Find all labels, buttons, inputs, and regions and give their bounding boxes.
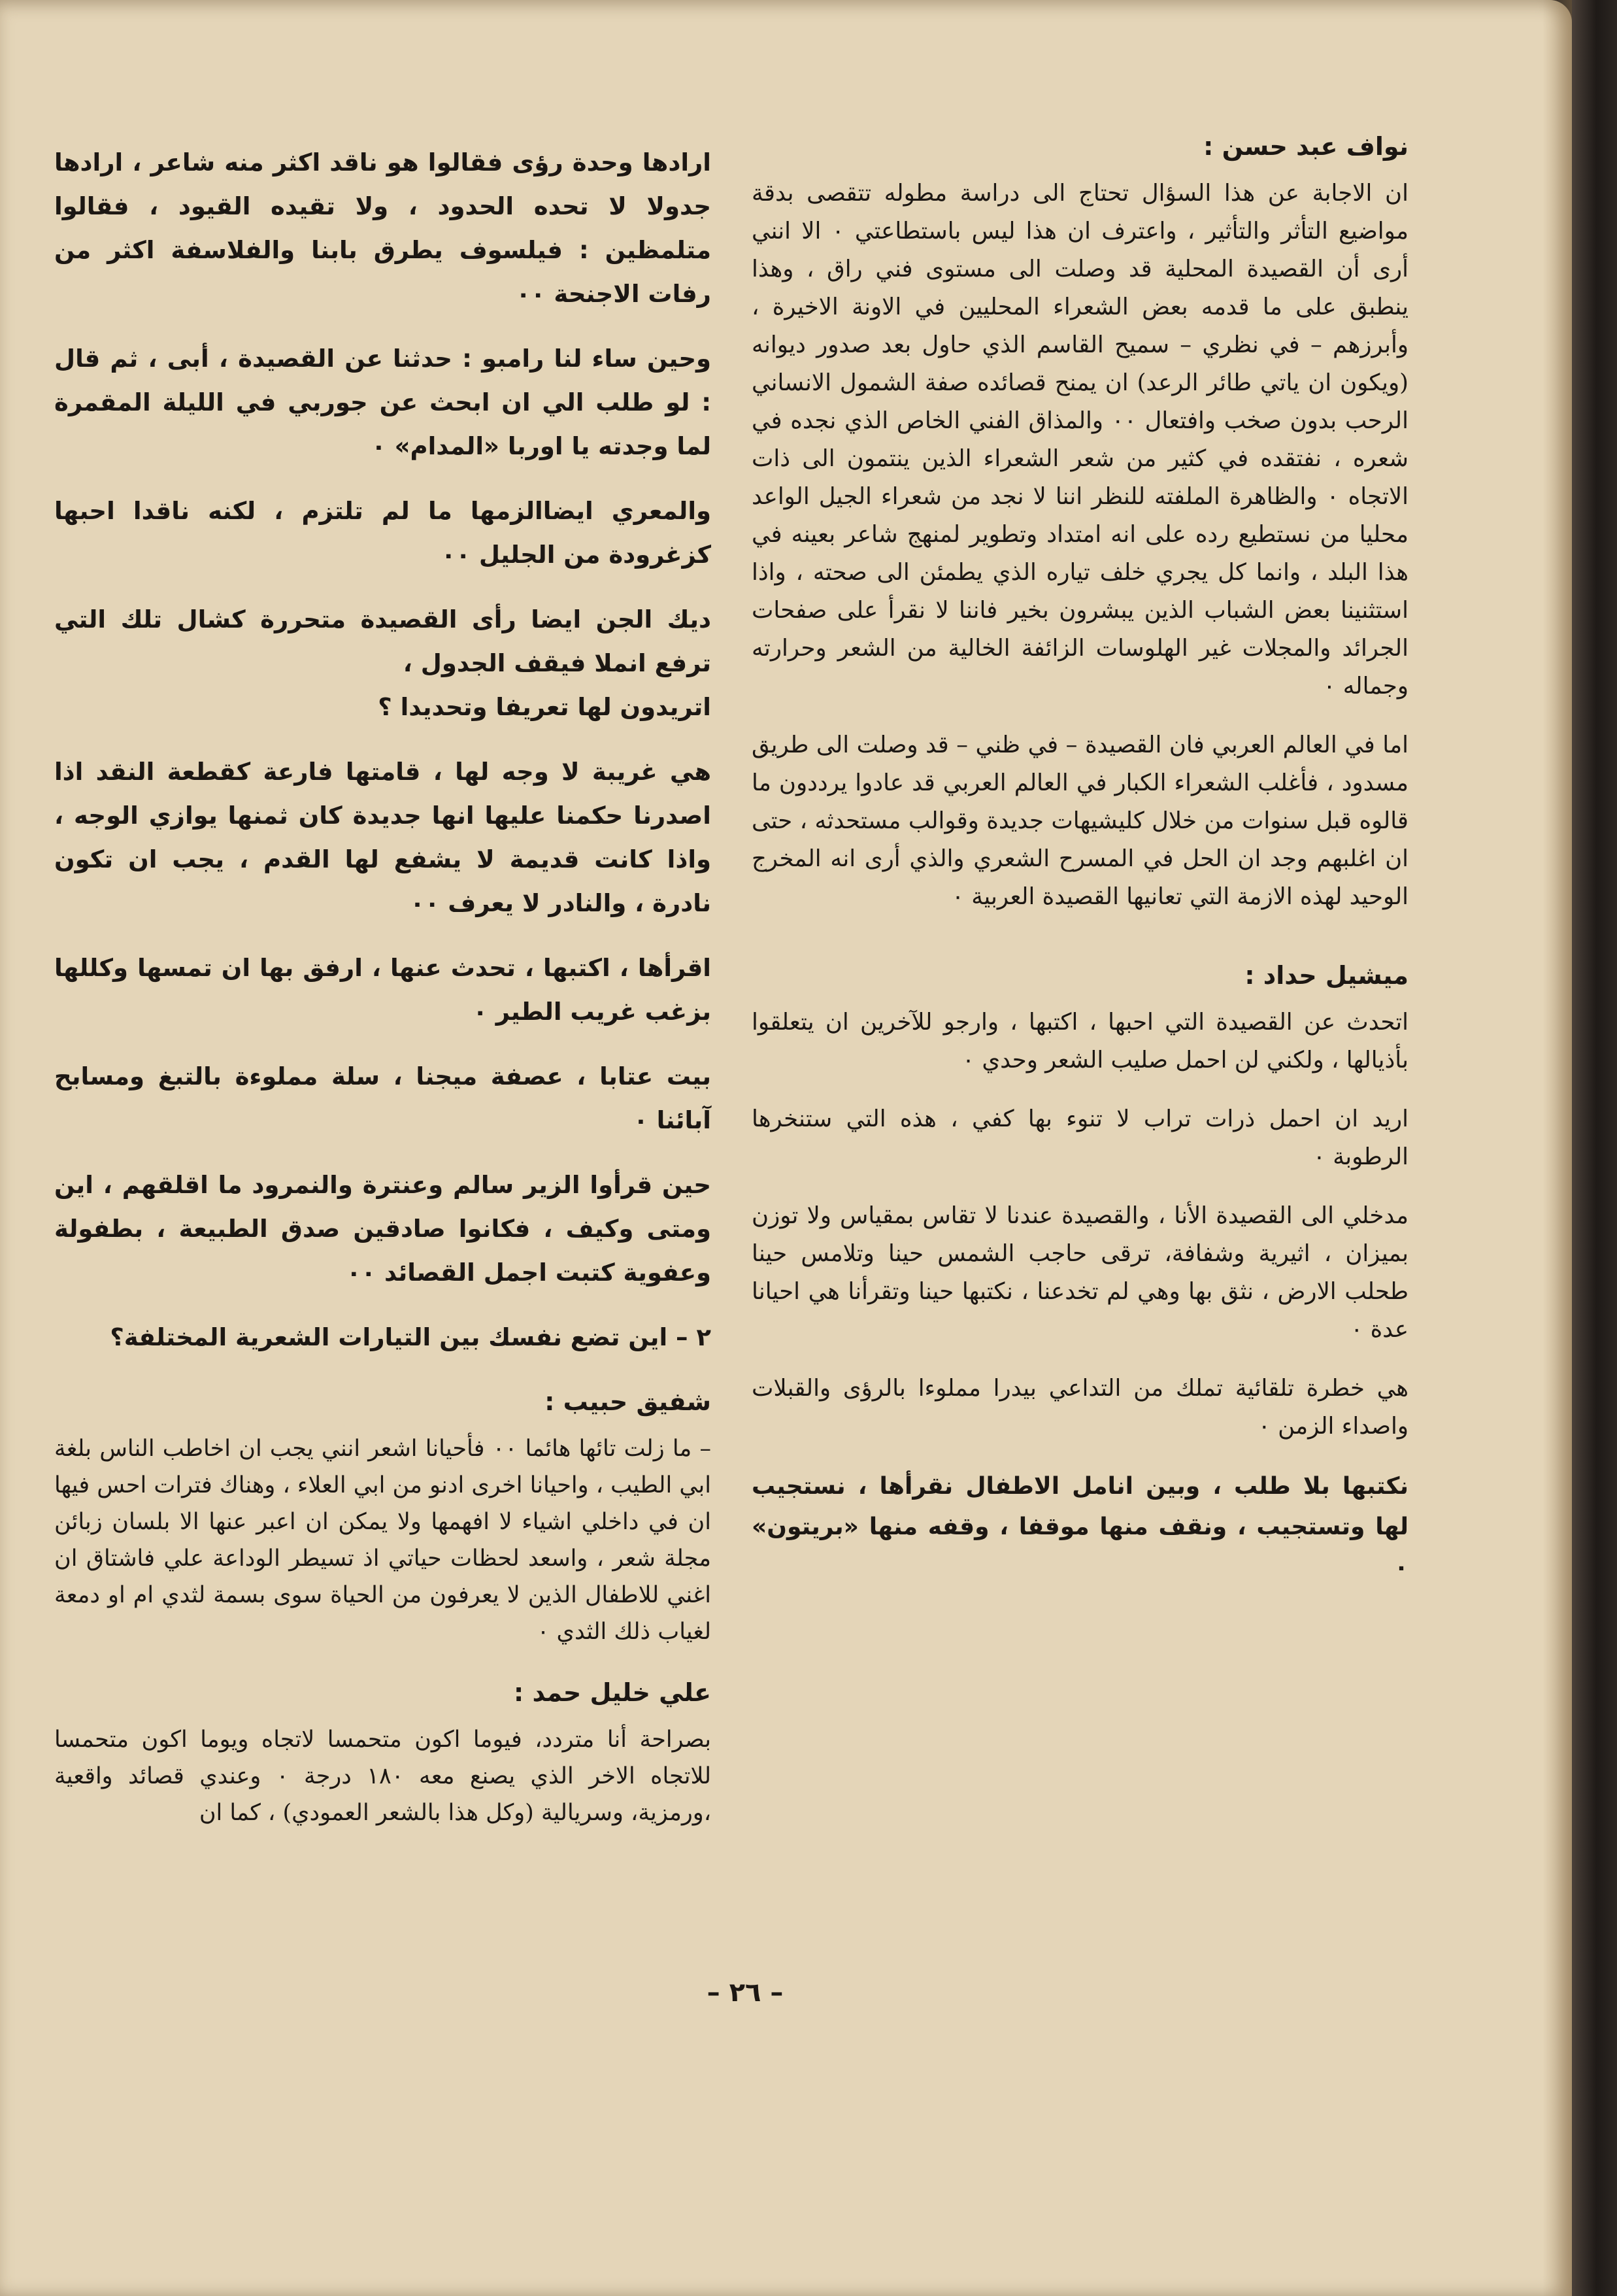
paragraph-bold: ديك الجن ايضا رأى القصيدة متحررة كشال تلك التي ترفع انملا فيقف الجدول ، bbox=[54, 605, 711, 677]
paragraph-bold: ارادها وحدة رؤى فقالوا هو ناقد اكثر منه شاعر ، ارادها جدولا لا تحده الحدود ، ولا تقيده القيود ، فقالوا متلمظين : فيلسوف يطرق بابنا والفلاسفة اكثر من رفات الاجنحة ٠٠ bbox=[54, 148, 711, 308]
paragraph: اريد ان احمل ذرات تراب لا تنوء بها كفي ، هذه التي ستنخرها الرطوبة ٠ bbox=[752, 1106, 1409, 1170]
paragraph: – ما زلت تائها هائما ٠٠ فأحيانا اشعر انني يجب ان اخاطب الناس بلغة ابي الطيب ، واحيانا اخرى ادنو من ابي العلاء ، وهناك فترات احس فيها ان في داخلي اشياء لا افهمها ولا يمكن ان اعبر عنها الا بلسان زبائن مجلة شعر ، واسعد لحظات حياتي اذ تسيطر الوداعة علي فاشتاق ان اغني للاطفال الذين لا يعرفون من الحياة سوى بسمة لثدي ام او دمعة لغياب ذلك الثدي ٠ bbox=[54, 1436, 711, 1645]
author-heading-ali: علي خليل حمد : bbox=[514, 1678, 711, 1707]
paragraph-bold: هي غريبة لا وجه لها ، قامتها فارعة كقطعة النقد اذا اصدرنا حكمنا عليها انها جديدة كان ثمنها يوازي الوجه ، واذا كانت قديمة لا يشفع لها القدم ، يجب ان تكون نادرة ، والنادر لا يعرف ٠٠ bbox=[54, 758, 711, 917]
right-column bbox=[752, 127, 1409, 1609]
binding-spine bbox=[1572, 0, 1617, 2296]
page-number: – ٢٦ – bbox=[707, 1978, 784, 2008]
paragraph: هي خطرة تلقائية تملك من التداعي بيدرا مملوءا بالرؤى والقبلات واصداء الزمن ٠ bbox=[752, 1375, 1409, 1440]
author-heading-michel: ميشيل حداد : bbox=[1244, 961, 1409, 990]
left-column bbox=[54, 141, 711, 1852]
paragraph-bold: نكتبها بلا طلب ، وبين انامل الاطفال نقرأها ، نستجيب لها وتستجيب ، ونقف منها موقفا ، وقفه منها «بريتون» ٠ bbox=[752, 1473, 1409, 1581]
paragraph: مدخلي الى القصيدة الأنا ، والقصيدة عندنا لا تقاس بمقياس ولا توزن بميزان ، اثيرية وشفافة، ترقى حاجب الشمس حينا وتلامس حينا طحلب الارض ، نثق بها وهي لم تخدعنا ، نكتبها حينا وتقرأنا هي احيانا عدة ٠ bbox=[752, 1202, 1409, 1343]
page-edge-shadow bbox=[1542, 0, 1572, 2296]
paragraph: اما في العالم العربي فان القصيدة – في ظني – قد وصلت الى طريق مسدود ، فأغلب الشعراء الكبار في العالم العربي قد عادوا يرددون ما قالوه قبل سنوات من خلال كليشيهات جديدة وقوالب مستحدثه ، حتى ان اغلبهم وجد ان الحل في المسرح الشعري والذي أرى انه المخرج الوحيد لهذه الازمة التي تعانيها القصيدة العربية ٠ bbox=[752, 732, 1409, 910]
question-heading: ٢ – اين تضع نفسك بين التيارات الشعرية المختلفة؟ bbox=[110, 1323, 711, 1351]
paragraph-bold: بيت عتابا ، عصفة ميجنا ، سلة مملوءة بالتبغ ومسابح آبائنا ٠ bbox=[54, 1062, 711, 1134]
paragraph-bold: اقرأها ، اكتبها ، تحدث عنها ، ارفق بها ان تمسها وكللها بزغب غريب الطير ٠ bbox=[54, 954, 711, 1026]
author-heading-nawaf: نواف عبد حسن : bbox=[1203, 132, 1409, 161]
spacer bbox=[752, 937, 1409, 956]
paragraph: بصراحة أنا متردد، فيوما اكون متحمسا لاتجاه ويوما اكون متحمسا للاتجاه الاخر الذي يصنع معه ١٨٠ درجة ٠ وعندي قصائد واقعية ،ورمزية، وسريالية (وكل هذا بالشعر العمودي) ، كما ان bbox=[54, 1727, 712, 1826]
paragraph: ان الاجابة عن هذا السؤال تحتاج الى دراسة مطوله تتقصى بدقة مواضيع التأثر والتأثير ، واعترف ان هذا ليس باستطاعتي ٠ الا انني أرى أن القصيدة المحلية قد وصلت الى مستوى فني راق ، وهذا ينطبق على ما قدمه بعض الشعراء المحليين في الاونة الاخيرة ، وأبرزهم – في نظري – سميح القاسم الذي حاول بعد صدور ديوانه (ويكون ان ياتي طائر الرعد) ان يمنح قصائده صفة الشمول الانساني الرحب بدون صخب وافتعال ٠٠ والمذاق الفني الخاص الذي نجده في شعره ، نفتقده في كثير من شعر الشعراء الذين ينتمون الى ذات الاتجاه ٠ والظاهرة الملفته للنظر اننا لا نجد من شعراء الجيل الواعد محليا من نستطيع رده على انه امتداد وتطوير لمنهج شاعر بعينه في هذا البلد ، وانما كل يجري خلف تياره الذي يطمئن الى صحته ، واذا استثنينا بعض الشباب الذين يبشرون بخير فاننا لا نقرأ على صفحات الجرائد والمجلات غير الهلوسات الزائفة الخالية من الشعر وحرارته وجماله ٠ bbox=[752, 180, 1409, 700]
author-heading-shafiq: شفيق حبيب : bbox=[544, 1387, 711, 1416]
paragraph-bold: حين قرأوا الزير سالم وعنترة والنمرود ما اقلقهم ، اين ومتى وكيف ، فكانوا صادقين صدق الطبيعة ، بطفولة وعفوية كتبت اجمل القصائد ٠٠ bbox=[54, 1171, 711, 1287]
paragraph: اتحدث عن القصيدة التي احبها ، اكتبها ، وارجو للآخرين ان يتعلقوا بأذيالها ، ولكني لن احمل صليب الشعر وحدي ٠ bbox=[752, 1009, 1409, 1073]
paragraph-bold: اتريدون لها تعريفا وتحديدا ؟ bbox=[378, 693, 711, 721]
paragraph-bold: والمعري ايضاالزمها ما لم تلتزم ، لكنه ناقدا احبها كزغرودة من الجليل ٠٠ bbox=[54, 497, 711, 569]
paragraph-bold: وحين ساء لنا رامبو : حدثنا عن القصيدة ، أبى ، ثم قال : لو طلب الي ان ابحث عن جوربي في الليلة المقمرة لما وجدته يا اوربا «المدام» ٠ bbox=[54, 345, 711, 460]
